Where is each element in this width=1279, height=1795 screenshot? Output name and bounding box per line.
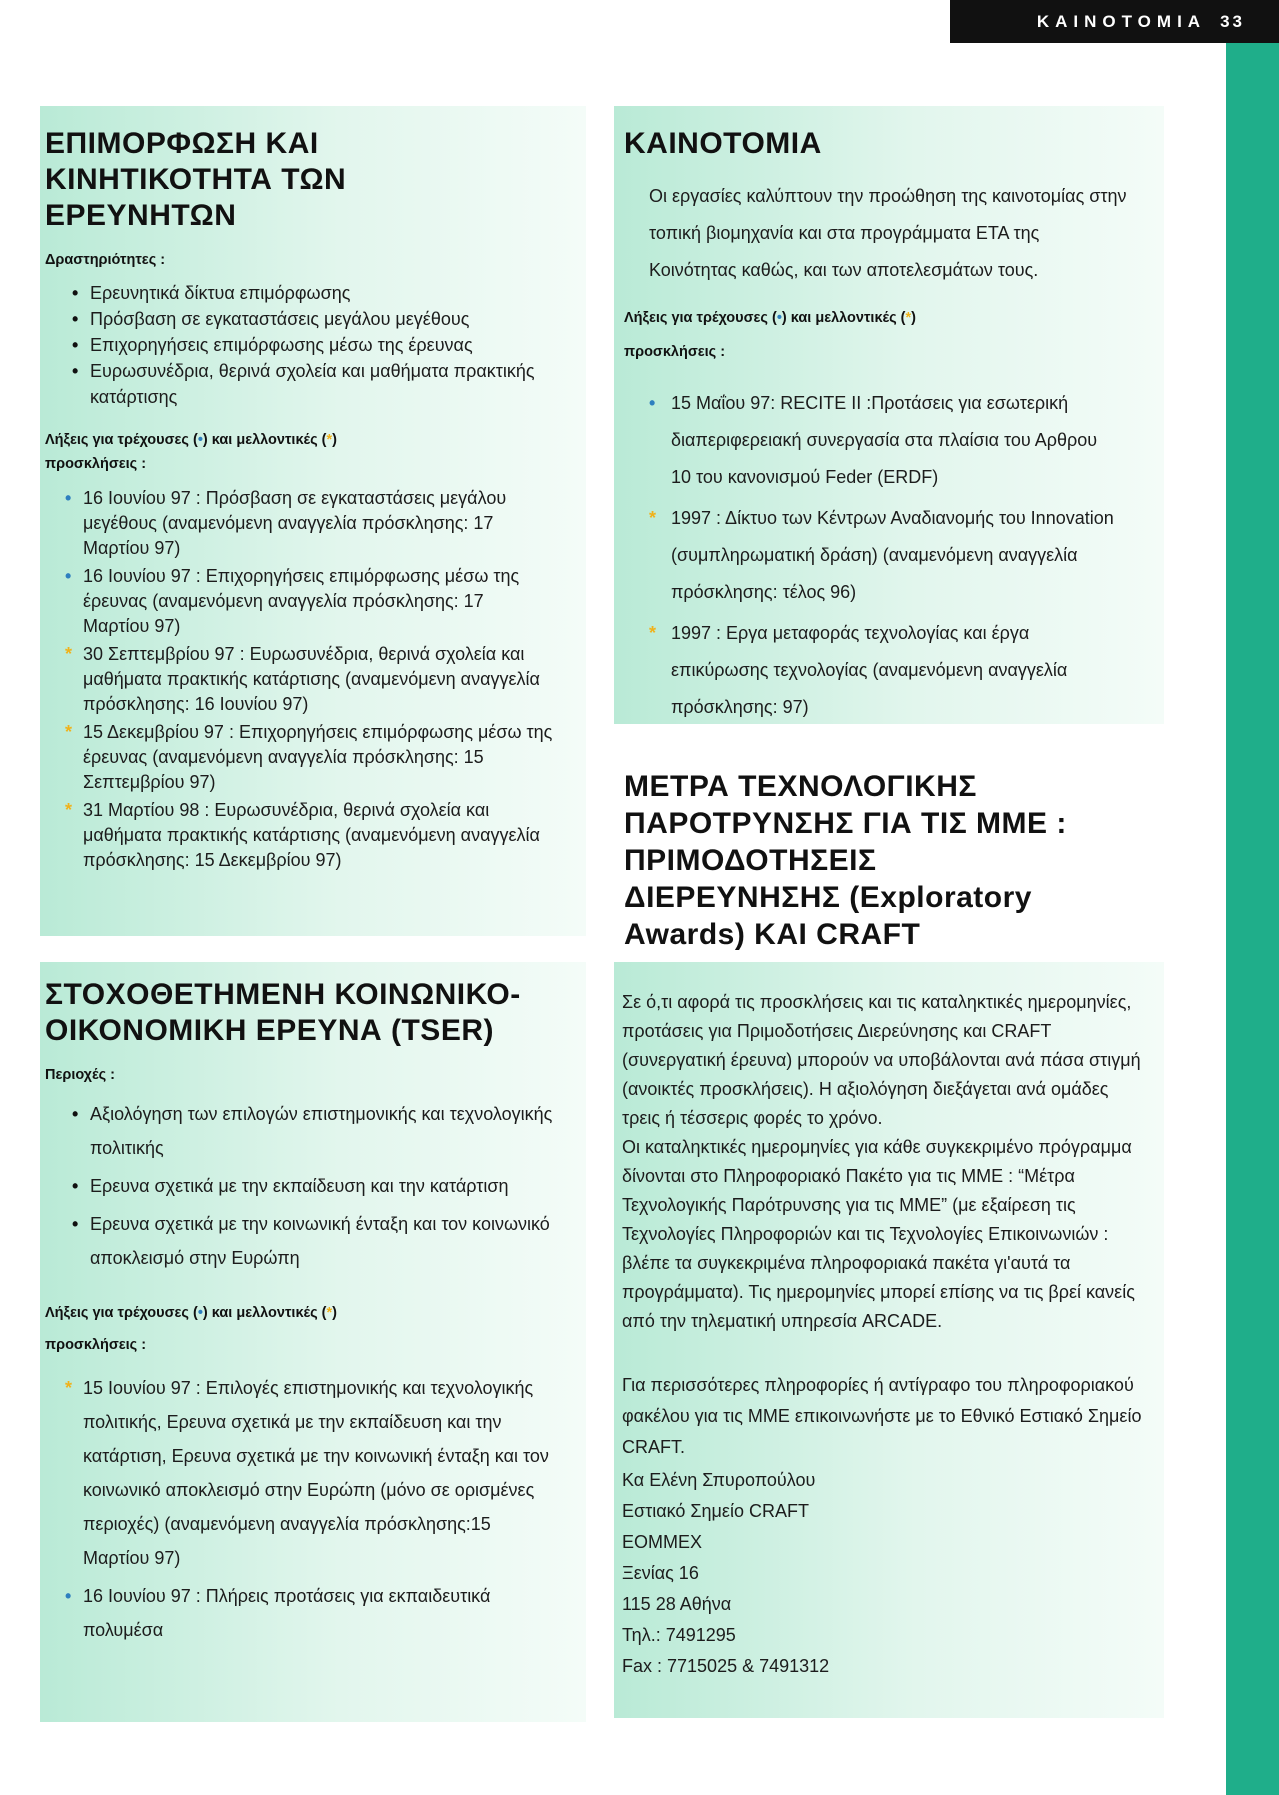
activities-list [72,280,572,410]
page-number: 33 [1220,11,1245,31]
sme-title-line: Awards) ΚΑΙ CRAFT [624,918,921,951]
activity-text: Επιχορηγήσεις επιμόρφωσης μέσω της έρευνας [90,335,473,355]
deadline-item [649,385,1119,496]
label-part: προσκλήσεις : [624,344,726,360]
deadline-text: 16 Ιουνίου 97 : Επιχορηγήσεις επιμόρφωσης μέσω της έρευνας (αναμενόμενη αναγγελία πρόσκλησης: 17 Μαρτίου 97) [83,566,520,636]
sme-box [614,962,1164,1718]
innovation-box [614,106,1164,724]
deadline-text: 1997 : Εργα μεταφοράς τεχνολογίας και έργα επικύρωσης τεχνολογίας (αναμενόμενη αναγγελία πρόσκλησης: 97) [671,623,1068,717]
training-deadlines-list [65,486,555,873]
sme-title-line: ΔΙΕΡΕΥΝΗΣΗΣ (Exploratory [624,881,1032,914]
bullet-icon: • [72,1214,79,1234]
contact-line: Τηλ.: 7491295 [622,1625,736,1645]
bullet-icon: • [72,361,79,381]
deadline-text: 16 Ιουνίου 97 : Πρόσβαση σε εγκαταστάσεις μεγάλου μεγέθους (αναμενόμενη αναγγελία πρόσκλησης: 17 Μαρτίου 97) [83,488,507,558]
current-bullet-icon: • [65,488,72,508]
tser-box [40,962,586,1722]
deadlines-label [45,428,575,476]
areas-label: Περιοχές : [45,1067,115,1083]
sme-paragraph: Οι καταληκτικές ημερομηνίες για κάθε συγκεκριμένο πρόγραμμα δίνονται στο Πληροφοριακό Πακέτο για τις ΜΜΕ : “Μέτρα Τεχνολογικής Παρότρυνσης για τις ΜΜΕ” (με εξαίρεση τις Τεχνολογίες Πληροφοριών και τις Τεχνολογίες Επικοινωνιών : βλέπε τα συγκεκριμένα πληροφοριακά πακέτα γι'αυτά τα προγράμματα). Τις ημερομηνίες μπορεί επίσης να τις βρεί κανείς από την τηλεματική υπηρεσία ARCADE. [622,1137,1135,1331]
label-part: ) [332,432,337,448]
area-text: Ερευνα σχετικά με την κοινωνική ένταξη και τον κοινωνικό αποκλεισμό στην Ευρώπη [90,1214,550,1268]
contact-line: ΕΟΜΜΕΧ [622,1532,703,1552]
label-part: ) και μελλοντικές ( [202,432,327,448]
label-part: ) και μελλοντικές ( [781,310,906,326]
current-bullet-icon: • [65,1586,72,1606]
accent-stripe [1226,43,1279,1795]
activities-label: Δραστηριότητες : [45,252,166,268]
sme-title-line: ΜΕΤΡΑ ΤΕΧΝΟΛΟΓΙΚΗΣ [624,770,977,803]
sme-heading-block [624,768,1164,953]
deadline-text: 15 Ιουνίου 97 : Επιλογές επιστημονικής και τεχνολογικής πολιτικής, Ερευνα σχετικά με την εκπαίδευση και την κατάρτιση, Ερευνα σχετικά με την κοινωνική ένταξη και τον κοινωνικό αποκλεισμό στην Ευρώπη (μόνο σε ορισμένες περιοχές) (αναμενόμενη αναγγελία πρόσκλησης:15 Μαρτίου 97) [83,1378,549,1568]
contact-line: Εστιακό Σημείο CRAFT [622,1501,809,1521]
bullet-icon: • [72,335,79,355]
area-text: Ερευνα σχετικά με την εκπαίδευση και την κατάρτιση [90,1176,509,1196]
label-part: Λήξεις για τρέχουσες ( [45,432,198,448]
future-star-icon: * [65,1378,73,1398]
deadline-text: 16 Ιουνίου 97 : Πλήρεις προτάσεις για εκπαιδευτικά πολυμέσα [83,1586,491,1640]
contact-line: Ξενίας 16 [622,1563,699,1583]
training-box [40,106,586,936]
label-part: Λήξεις για τρέχουσες ( [45,1305,198,1321]
future-marker-icon: * [326,1305,333,1321]
contact-block [622,1465,1142,1682]
activity-text: Ευρωσυνέδρια, θερινά σχολεία και μαθήματα πρακτικής κατάρτισης [90,361,535,407]
list-item [72,1097,572,1165]
label-part: Λήξεις για τρέχουσες ( [624,310,777,326]
deadline-item [65,798,555,873]
running-header [950,0,1279,43]
sme-title [624,768,1164,953]
deadline-text: 30 Σεπτεμβρίου 97 : Ευρωσυνέδρια, θερινά σχολεία και μαθήματα πρακτικής κατάρτισης (αναμενόμενη αναγγελία πρόσκλησης: 16 Ιουνίου 97) [83,644,540,714]
contact-line: Fax : 7715025 & 7491312 [622,1656,830,1676]
contact-line: Κα Ελένη Σπυροπούλου [622,1470,816,1490]
current-bullet-icon: • [65,566,72,586]
deadline-item [65,486,555,561]
innovation-title: ΚΑΙΝΟΤΟΜΙΑ [624,127,822,160]
activity-text: Ερευνητικά δίκτυα επιμόρφωσης [90,283,351,303]
sme-title-line: ΠΑΡΟΤΡΥΝΣΗΣ ΓΙΑ ΤΙΣ ΜΜΕ : [624,807,1067,840]
bullet-icon: • [72,283,79,303]
deadline-text: 1997 : Δίκτυο των Κέντρων Αναδιανομής του Innovation (συμπληρωματική δράση) (αναμενόμενη αναγγελία πρόσκλησης: τέλος 96) [671,508,1114,602]
deadline-item [65,564,555,639]
tser-title [45,977,580,1049]
activity-text: Πρόσβαση σε εγκαταστάσεις μεγάλου μεγέθους [90,309,470,329]
bullet-icon: • [72,1176,79,1196]
future-star-icon: * [65,644,73,664]
deadline-item [65,720,555,795]
bullet-icon: • [72,309,79,329]
future-marker-icon: * [905,310,912,326]
deadline-text: 15 Μαΐου 97: RECITE II :Προτάσεις για εσωτερική διαπεριφερειακή συνεργασία στα πλαίσια του Αρθρου 10 του κανονισμού Feder (ERDF) [671,393,1098,487]
areas-list [72,1097,572,1275]
list-item [72,332,572,358]
tser-title-line: ΣΤΟΧΟΘΕΤΗΜΕΝΗ ΚΟΙΝΩΝΙΚΟ- [45,978,521,1011]
deadline-item [649,500,1119,611]
future-star-icon: * [649,623,657,643]
label-part: ) [911,310,916,326]
training-title-line: ΕΠΙΜΟΡΦΩΣΗ ΚΑΙ [45,127,319,160]
area-text: Αξιολόγηση των επιλογών επιστημονικής και τεχνολογικής πολιτικής [90,1104,553,1158]
label-part: ) και μελλοντικές ( [202,1305,327,1321]
sme-paragraph: Για περισσότερες πληροφορίες ή αντίγραφο του πληροφοριακού φακέλου για τις ΜΜΕ επικοινωνήστε με το Εθνικό Εστιακό Σημείο CRAFT. [622,1375,1142,1457]
tser-title-line: ΟΙΚΟΝΟΜΙΚΗ ΕΡΕΥΝΑ (TSER) [45,1014,494,1047]
tser-deadlines-list [65,1371,555,1647]
current-marker-icon: • [776,310,782,326]
future-star-icon: * [65,800,73,820]
deadline-item [649,615,1119,726]
deadline-item [65,642,555,717]
current-bullet-icon: • [649,393,656,413]
deadline-text: 31 Μαρτίου 98 : Ευρωσυνέδρια, θερινά σχολεία και μαθήματα πρακτικής κατάρτισης (αναμενόμενη αναγγελία πρόσκλησης: 15 Δεκεμβρίου 97) [83,800,540,870]
deadlines-label [45,1297,580,1361]
sme-paragraph: Σε ό,τι αφορά τις προσκλήσεις και τις καταληκτικές ημερομηνίες, προτάσεις για Πριμοδοτήσεις Διερεύνησης και CRAFT (συνεργατική έρευνα) μπορούν να υποβάλονται ανά πάσα στιγμή (ανοικτές προσκλήσεις). Η αξιολόγηση διεξάγεται ανά ομάδες τρεις ή τέσσερις φορές το χρόνο. [622,992,1141,1128]
list-item [72,306,572,332]
future-marker-icon: * [326,432,333,448]
innovation-intro: Οι εργασίες καλύπτουν την προώθηση της καινοτομίας στην τοπική βιομηχανία και στα προγράμματα ΕΤΑ της Κοινότητας καθώς, και των αποτελεσμάτων τους. [649,186,1127,280]
label-part: προσκλήσεις : [45,456,147,472]
list-item [72,1207,572,1275]
contact-line: 115 28 Αθήνα [622,1594,732,1614]
list-item [72,358,572,410]
deadline-item [65,1371,555,1575]
innovation-deadlines-list [649,385,1119,726]
training-title [45,126,575,234]
training-title-line: ΕΡΕΥΝΗΤΩΝ [45,199,237,232]
label-part: προσκλήσεις : [45,1337,147,1353]
current-marker-icon: • [197,432,203,448]
future-star-icon: * [65,722,73,742]
sme-title-line: ΠΡΙΜΟΔΟΤΗΣΕΙΣ [624,844,877,877]
label-part: ) [332,1305,337,1321]
list-item [72,1169,572,1203]
training-title-line: ΚΙΝΗΤΙΚΟΤΗΤΑ ΤΩΝ [45,163,347,196]
deadline-item [65,1579,555,1647]
section-name: ΚΑΙΝΟΤΟΜΙΑ [1036,11,1207,31]
list-item [72,280,572,306]
bullet-icon: • [72,1104,79,1124]
deadline-text: 15 Δεκεμβρίου 97 : Επιχορηγήσεις επιμόρφωσης μέσω της έρευνας (αναμενόμενη αναγγελία πρόσκλησης: 15 Σεπτεμβρίου 97) [83,722,553,792]
deadlines-label [624,301,1160,369]
current-marker-icon: • [197,1305,203,1321]
future-star-icon: * [649,508,657,528]
